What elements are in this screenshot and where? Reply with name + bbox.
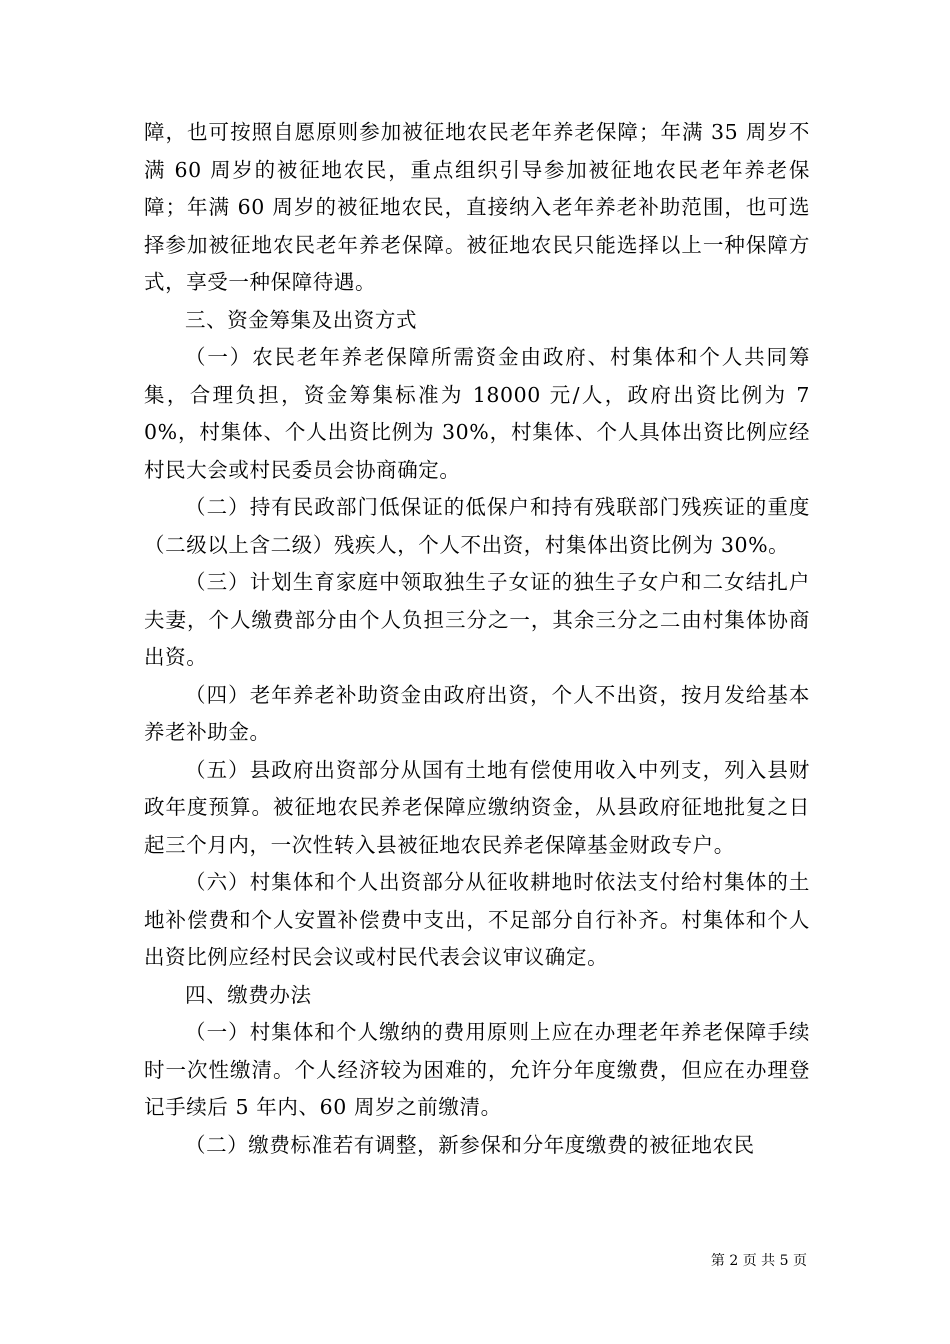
paragraph-3: （一）农民老年养老保障所需资金由政府、村集体和个人共同筹集，合理负担，资金筹集标准为 18000 元/人，政府出资比例为 70%，村集体、个人出资比例为 30%，村集体、个人具体出资比例应经村民大会或村民委员会协商确定。 — [144, 345, 810, 482]
paragraph-6: （四）老年养老补助资金由政府出资，个人不出资，按月发给基本养老补助金。 — [144, 682, 810, 744]
paragraph-1: 障，也可按照自愿原则参加被征地农民老年养老保障；年满 35 周岁不满 60 周岁的被征地农民，重点组织引导参加被征地农民老年养老保障；年满 60 周岁的被征地农民，直接纳入老年养老补助范围，也可选择参加被征地农民老年养老保障。被征地农民只能选择以上一种保障方式，享受一种保障待遇。 — [144, 120, 810, 294]
document-body — [144, 114, 810, 1164]
paragraph-11: （二）缴费标准若有调整，新参保和分年度缴费的被征地农民 — [185, 1132, 755, 1157]
section-heading-4: 四、缴费办法 — [185, 982, 312, 1007]
section-heading-3: 三、资金筹集及出资方式 — [185, 307, 418, 332]
paragraph-10: （一）村集体和个人缴纳的费用原则上应在办理老年养老保障手续时一次性缴清。个人经济较为困难的，允许分年度缴费，但应在办理登记手续后 5 年内、60 周岁之前缴清。 — [144, 1020, 810, 1119]
paragraph-8: （六）村集体和个人出资部分从征收耕地时依法支付给村集体的土地补偿费和个人安置补偿费中支出，不足部分自行补齐。村集体和个人出资比例应经村民会议或村民代表会议审议确定。 — [144, 870, 810, 969]
paragraph-7: （五）县政府出资部分从国有土地有偿使用收入中列支，列入县财政年度预算。被征地农民养老保障应缴纳资金，从县政府征地批复之日起三个月内，一次性转入县被征地农民养老保障基金财政专户。 — [144, 757, 810, 857]
page-number-footer: 第 2 页 共 5 页 — [710, 1253, 807, 1269]
paragraph-4: （二）持有民政部门低保证的低保户和持有残联部门残疾证的重度（二级以上含二级）残疾人，个人不出资，村集体出资比例为 30%。 — [144, 495, 810, 557]
paragraph-5: （三）计划生育家庭中领取独生子女证的独生子女户和二女结扎户夫妻，个人缴费部分由个人负担三分之一，其余三分之二由村集体协商出资。 — [144, 570, 810, 669]
